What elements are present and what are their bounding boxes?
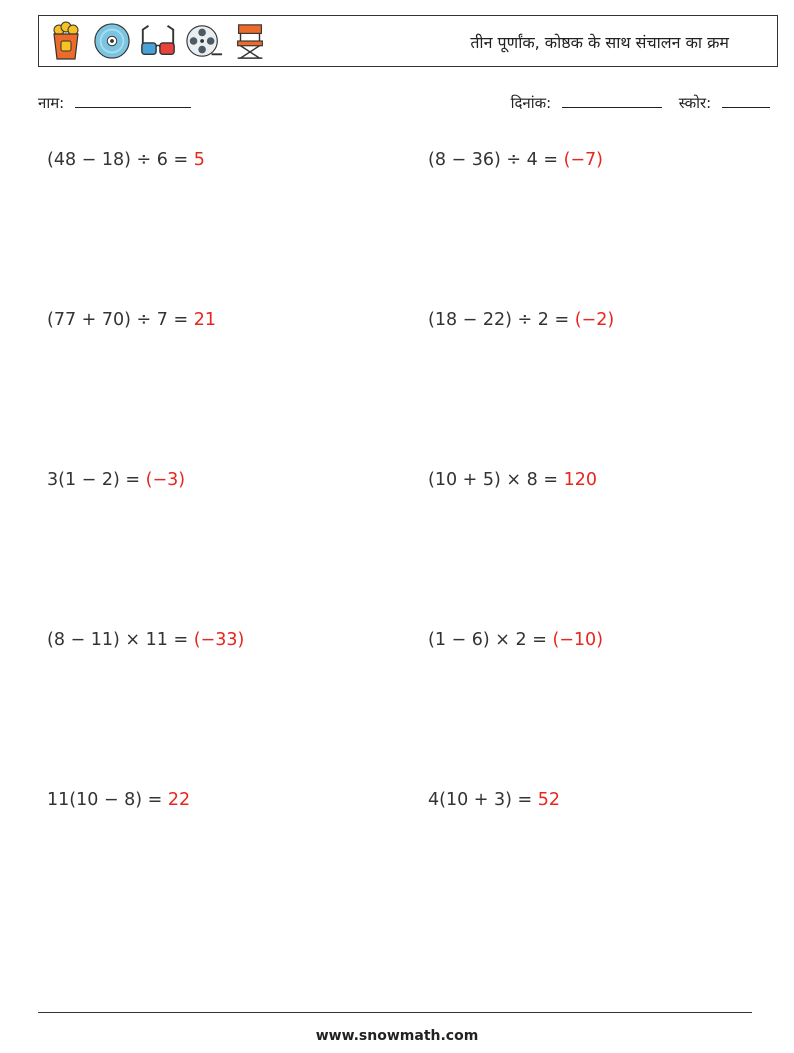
- problem-answer: (−10): [552, 630, 604, 650]
- worksheet-title: तीन पूर्णांक, कोष्ठक के साथ संचालन का क्रम: [470, 33, 729, 52]
- problem-8: [428, 630, 603, 650]
- problem-expression: 4(10 + 3) =: [428, 790, 538, 810]
- 3d-glasses-icon: [139, 21, 177, 61]
- problem-10: [428, 790, 560, 810]
- problem-5: [47, 470, 185, 490]
- name-label: नाम:: [38, 94, 65, 112]
- score-line[interactable]: [722, 93, 770, 108]
- footer-website[interactable]: www.snowmath.com: [315, 1028, 479, 1044]
- director-chair-icon: [231, 21, 269, 61]
- problem-expression: (8 − 36) ÷ 4 =: [428, 150, 564, 170]
- problem-4: [428, 310, 614, 330]
- problem-9: [47, 790, 190, 810]
- problem-expression: 3(1 − 2) =: [47, 470, 146, 490]
- problem-7: [47, 630, 244, 650]
- problem-answer: 22: [167, 790, 191, 810]
- problem-answer: 120: [563, 470, 597, 490]
- problem-2: [428, 150, 603, 170]
- name-line[interactable]: [75, 93, 191, 108]
- problem-1: [47, 150, 205, 170]
- problem-answer: (−33): [193, 630, 245, 650]
- problem-expression: (77 + 70) ÷ 7 =: [47, 310, 194, 330]
- name-field[interactable]: [38, 93, 191, 113]
- score-label: स्कोर:: [678, 94, 712, 112]
- disc-icon: [93, 21, 131, 61]
- date-line[interactable]: [562, 93, 662, 108]
- problem-answer: 5: [193, 150, 205, 170]
- header-icons: [47, 20, 269, 62]
- problem-answer: 21: [193, 310, 216, 330]
- problem-expression: (1 − 6) × 2 =: [428, 630, 553, 650]
- problem-expression: 11(10 − 8) =: [47, 790, 168, 810]
- popcorn-icon: [47, 21, 85, 61]
- problem-expression: (18 − 22) ÷ 2 =: [428, 310, 575, 330]
- problem-answer: (−2): [574, 310, 615, 330]
- problem-expression: (48 − 18) ÷ 6 =: [47, 150, 194, 170]
- problem-answer: (−7): [563, 150, 604, 170]
- problem-expression: (8 − 11) × 11 =: [47, 630, 194, 650]
- header-box: [38, 15, 778, 67]
- problem-6: [428, 470, 597, 490]
- film-reel-icon: [185, 21, 223, 61]
- footer-divider: [38, 1012, 752, 1013]
- problem-answer: (−3): [145, 470, 186, 490]
- problem-expression: (10 + 5) × 8 =: [428, 470, 564, 490]
- problem-3: [47, 310, 216, 330]
- date-score-fields: [511, 93, 770, 113]
- problem-answer: 52: [537, 790, 561, 810]
- date-label: दिनांक:: [510, 94, 552, 112]
